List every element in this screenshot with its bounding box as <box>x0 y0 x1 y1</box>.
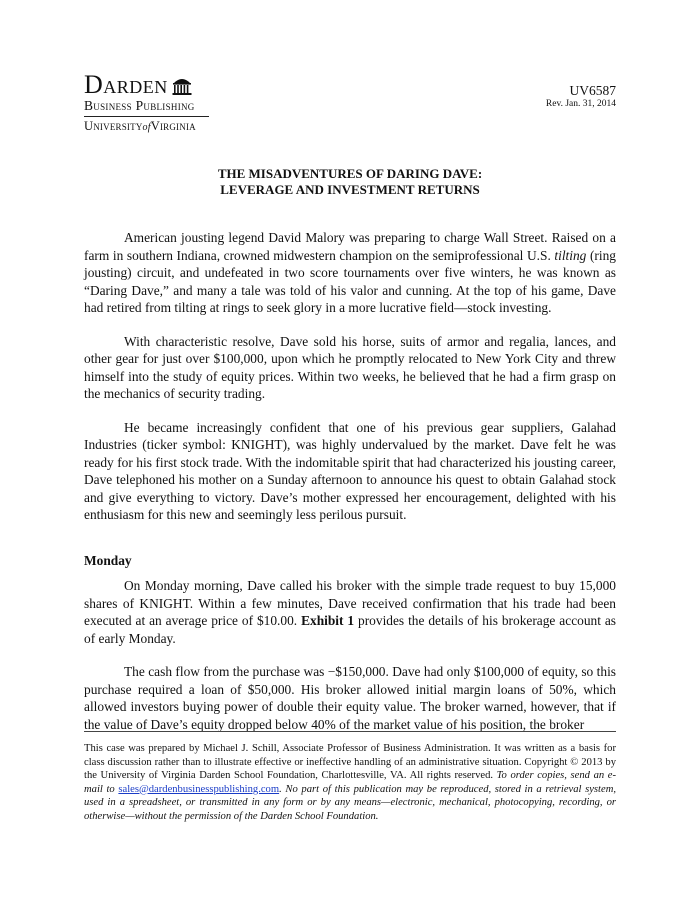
document-title <box>84 166 616 198</box>
p1-text-b: (ring jousting) circuit, and undefeated in two score tournaments over five winters, he was known as “Daring Dave,” and many a tale was told of his valor and cunning. At the top of his game, Dave had retired from tilting at rings to seek glory in a more lucrative field—stock investing. <box>84 247 616 315</box>
title-line-1: THE MISADVENTURES OF DARING DAVE: <box>217 166 483 181</box>
rotunda-icon <box>171 76 193 96</box>
p4-text-a: On Monday morning, Dave called his broker with the simple trade request to buy 15,000 shares of KNIGHT. Within a few minutes, Dave received confirmation that his trade had been executed at an average price of $10.00. <box>84 578 616 628</box>
p4-exhibit-ref: Exhibit 1 <box>301 613 355 628</box>
paragraph-1 <box>84 229 616 317</box>
logo-darden-text: Darden <box>84 70 168 99</box>
footnote-italic-1: To order copies, send an e-mail to <box>84 770 617 795</box>
logo-uva-of: of <box>142 122 151 133</box>
logo-divider <box>84 116 209 117</box>
section-heading-monday: Monday <box>84 552 132 568</box>
logo-uva <box>84 120 214 134</box>
paragraph-3: He became increasingly confident that one of his previous gear suppliers, Galahad Industries (ticker symbol: KNIGHT), was highly undervalued by the market. Dave felt he was ready for his first stock trade. With the indomitable spirit that had characterized his jousting career, Dave telephoned his mother on a Sunday afternoon to announce his quest to obtain Galahad stock and give everything to victory. Dave’s mother expressed her encouragement, delighted with his enthusiasm for this new and seemingly less perilous pursuit. <box>84 419 616 522</box>
footnote-italic-2: . No part of this publication may be reproduced, stored in a retrieval system, used in a spreadsheet, or transmitted in any form or by any means—electronic, mechanical, photocopying, recording, or otherwise—without the permission of the Darden School Foundation. <box>84 783 617 822</box>
body-text <box>84 229 616 749</box>
logo-uva-part1: University <box>84 119 143 133</box>
p1-italic: tilting <box>554 247 587 263</box>
paragraph-4 <box>84 577 616 647</box>
logo-uva-part2: Virginia <box>150 119 196 133</box>
logo-business-publishing: Business Publishing <box>84 98 195 113</box>
footnote-text-1: This case was prepared by Michael J. Schill, Associate Professor of Business Administration. It was written as a basis for class discussion rather than to illustrate effective or ineffective handling of an administrative situation. Copyright © 2013 by the University of Virginia Darden School Foundation, Charlottesville, VA. All rights reserved. <box>84 743 616 781</box>
p1-text-a: American jousting legend David Malory was preparing to charge Wall Street. Raised on a farm in southern Indiana, crowned midwestern champion on the semiprofessional U.S. <box>84 230 616 263</box>
order-email-link[interactable]: sales@dardenbusinesspublishing.com <box>118 783 280 795</box>
case-identifier <box>546 83 616 110</box>
paragraph-2: With characteristic resolve, Dave sold his horse, suits of armor and regalia, lances, and other gear for just over $100,000, upon which he promptly relocated to New York City and threw himself into the study of equity prices. Within two weeks, he believed that he had a firm grasp on the mechanics of security trading. <box>84 333 616 401</box>
logo-top-row <box>84 70 214 98</box>
darden-logo <box>84 70 214 134</box>
case-number: UV6587 <box>569 83 616 98</box>
copyright-footnote <box>84 742 616 823</box>
paragraph-5: The cash flow from the purchase was −$150,000. Dave had only $100,000 of equity, so this purchase required a loan of $50,000. His broker allowed initial margin loans of 50%, which allowed investors buying power of double their equity value. The broker warned, however, that if the value of Dave’s equity dropped below 40% of the market value of his position, the broker <box>84 664 616 732</box>
footnote-divider <box>84 731 616 732</box>
revision-date: Rev. Jan. 31, 2014 <box>545 99 616 109</box>
title-line-2: LEVERAGE AND INVESTMENT RETURNS <box>220 182 480 197</box>
p4-text-b: provides the details of his brokerage account as of early Monday. <box>84 613 617 646</box>
